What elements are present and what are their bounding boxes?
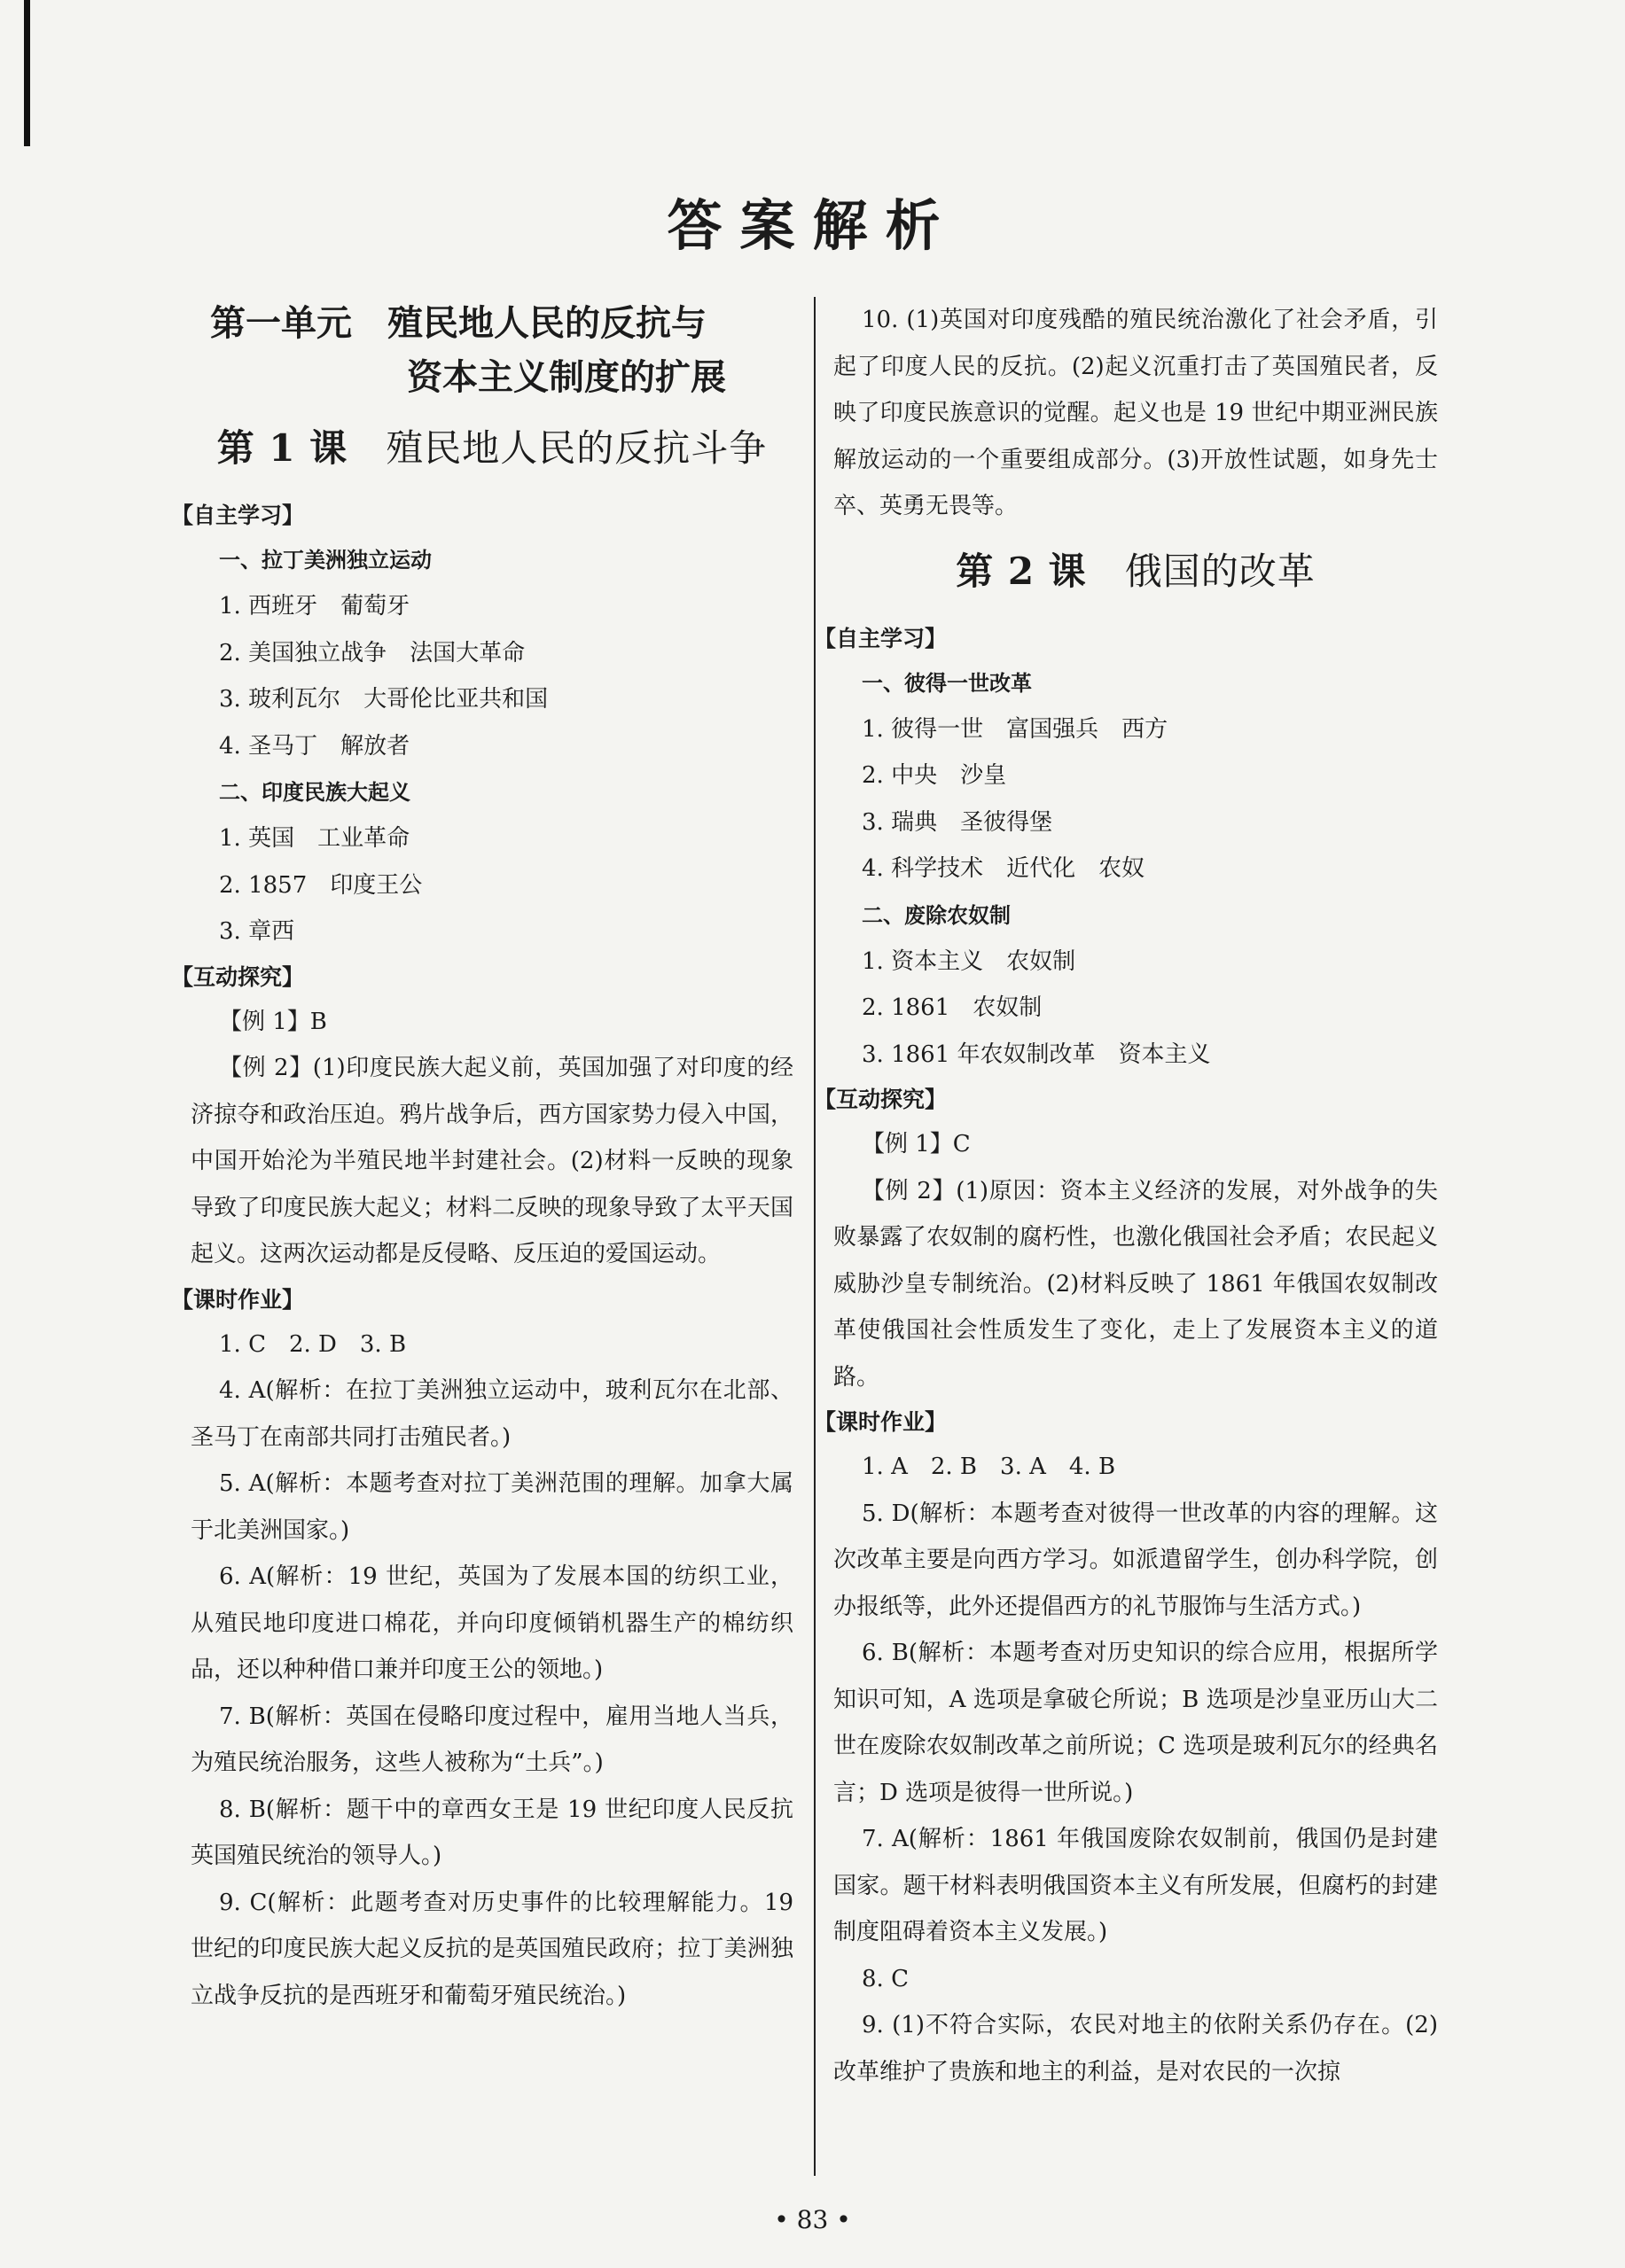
answer-item: 2. 1861 农奴制: [862, 994, 1043, 1021]
answer-item: 1. 西班牙 葡萄牙: [219, 593, 410, 620]
page-title: 答案解析: [667, 193, 958, 258]
homework-answer: 4. A(解析：在拉丁美洲独立运动中，玻利瓦尔在北部、圣马丁在南部共同打击殖民者。): [191, 1377, 793, 1451]
section-heading: 【互动探究】: [171, 963, 305, 990]
lesson-number: 第 2 课: [956, 549, 1087, 593]
example-answer: 【例 1】B: [219, 1008, 327, 1035]
right-column: [814, 297, 1438, 2095]
homework-answer: 6. A(解析：19 世纪，英国为了发展本国的纺织工业，从殖民地印度进口棉花，并向印度倾销机器生产的棉纺织品，还以种种借口兼并印度王公的领地。): [191, 1563, 793, 1683]
answer-item: 2. 中央 沙皇: [862, 762, 1007, 789]
lesson-number: 第 1 课: [216, 426, 348, 470]
homework-answer: 1. A 2. B 3. A 4. B: [862, 1454, 1116, 1480]
answer-item: 4. 科学技术 近代化 农奴: [862, 855, 1145, 882]
margin-bar: [24, 0, 30, 146]
subsection-heading: 二、废除农奴制: [862, 902, 1011, 928]
homework-answer: 9. (1)不符合实际，农民对地主的依附关系仍存在。(2)改革维护了贵族和地主的利益，是对农民的一次掠: [833, 2012, 1438, 2085]
answer-item: 2. 美国独立战争 法国大革命: [219, 639, 526, 666]
page-number: • 83 •: [774, 2205, 851, 2234]
answer-item: 2. 1857 印度王公: [219, 871, 423, 899]
answer-item: 4. 圣马丁 解放者: [219, 732, 410, 760]
subsection-heading: 二、印度民族大起义: [219, 780, 410, 805]
homework-answer: 7. B(解析：英国在侵略印度过程中，雇用当地人当兵，为殖民统治服务，这些人被称为“土兵”。): [191, 1703, 793, 1776]
answer-item: 3. 章西: [219, 918, 295, 945]
section-heading: 【自主学习】: [814, 625, 948, 651]
subsection-heading: 一、彼得一世改革: [862, 670, 1032, 696]
example-answer: 【例 2】(1)印度民族大起义前，英国加强了对印度的经济掠夺和政治压迫。鸦片战争后，西方国家势力侵入中国，中国开始沦为半殖民地半封建社会。(2)材料一反映的现象导致了印度民族大起义；材料二反映的现象导致了太平天国起义。这两次运动都是反侵略、反压迫的爱国运动。: [191, 1055, 793, 1267]
unit-title: [210, 297, 793, 405]
section-heading: 【课时作业】: [171, 1286, 305, 1313]
answer-item: 3. 1861 年农奴制改革 资本主义: [862, 1040, 1211, 1068]
section-heading: 【自主学习】: [171, 503, 305, 528]
homework-answer: 8. B(解析：题干中的章西女王是 19 世纪印度人民反抗英国殖民统治的领导人。): [191, 1796, 793, 1869]
homework-answer: 7. A(解析：1861 年俄国废除农奴制前，俄国仍是封建国家。题干材料表明俄国资本主义有所发展，但腐朽的封建制度阻碍着资本主义发展。): [833, 1826, 1438, 1945]
answer-item: 1. 彼得一世 富国强兵 西方: [862, 715, 1168, 743]
section-heading: 【课时作业】: [814, 1409, 948, 1435]
homework-answer: 8. C: [862, 1965, 909, 1992]
answer-item: 3. 玻利瓦尔 大哥伦比亚共和国: [219, 686, 549, 713]
lesson-name: 俄国的改革: [1124, 549, 1316, 593]
homework-answer: 5. D(解析：本题考查对彼得一世改革的内容的理解。这次改革主要是向西方学习。如派遣留学生，创办科学院，创办报纸等，此外还提倡西方的礼节服饰与生活方式。): [833, 1500, 1438, 1620]
subsection-heading: 一、拉丁美洲独立运动: [219, 548, 432, 573]
homework-answer: 6. B(解析：本题考查对历史知识的综合应用，根据所学知识可知，A 选项是拿破仑所说；B 选项是沙皇亚历山大二世在废除农奴制改革之前所说；C 选项是玻利瓦尔的经典名言；D 选项是彼得一世所说。): [833, 1640, 1438, 1806]
homework-answer: 1. C 2. D 3. B: [219, 1330, 407, 1358]
homework-answer: 5. A(解析：本题考查对拉丁美洲范围的理解。加拿大属于北美洲国家。): [191, 1470, 793, 1544]
lesson-2-title: [833, 544, 1438, 599]
unit-title-line1: 第一单元 殖民地人民的反抗与: [210, 303, 707, 344]
homework-answer: 9. C(解析：此题考查对历史事件的比较理解能力。19 世纪的印度民族大起义反抗的是英国殖民政府；拉丁美洲独立战争反抗的是西班牙和葡萄牙殖民统治。): [191, 1889, 793, 2009]
unit-title-line2: 资本主义制度的扩展: [407, 357, 726, 398]
lesson-name: 殖民地人民的反抗斗争: [386, 426, 768, 470]
column-divider: [814, 297, 816, 2176]
left-column: [171, 297, 793, 2019]
example-answer: 【例 2】(1)原因：资本主义经济的发展，对外战争的失败暴露了农奴制的腐朽性，也激化俄国社会矛盾；农民起义威胁沙皇专制统治。(2)材料反映了 1861 年俄国农奴制改革使俄国社会性质发生了变化，走上了发展资本主义的道路。: [833, 1177, 1438, 1391]
homework-answer: 10. (1)英国对印度残酷的殖民统治激化了社会矛盾，引起了印度人民的反抗。(2)起义沉重打击了英国殖民者，反映了印度民族意识的觉醒。起义也是 19 世纪中期亚洲民族解放运动的一个重要组成部分。(3)开放性试题，如身先士卒、英勇无畏等。: [833, 307, 1438, 519]
section-heading: 【互动探究】: [814, 1087, 948, 1112]
lesson-1-title: [191, 421, 793, 476]
answer-item: 1. 资本主义 农奴制: [862, 947, 1076, 975]
example-answer: 【例 1】C: [862, 1131, 971, 1157]
answer-item: 3. 瑞典 圣彼得堡: [862, 808, 1053, 836]
answer-item: 1. 英国 工业革命: [219, 825, 410, 852]
